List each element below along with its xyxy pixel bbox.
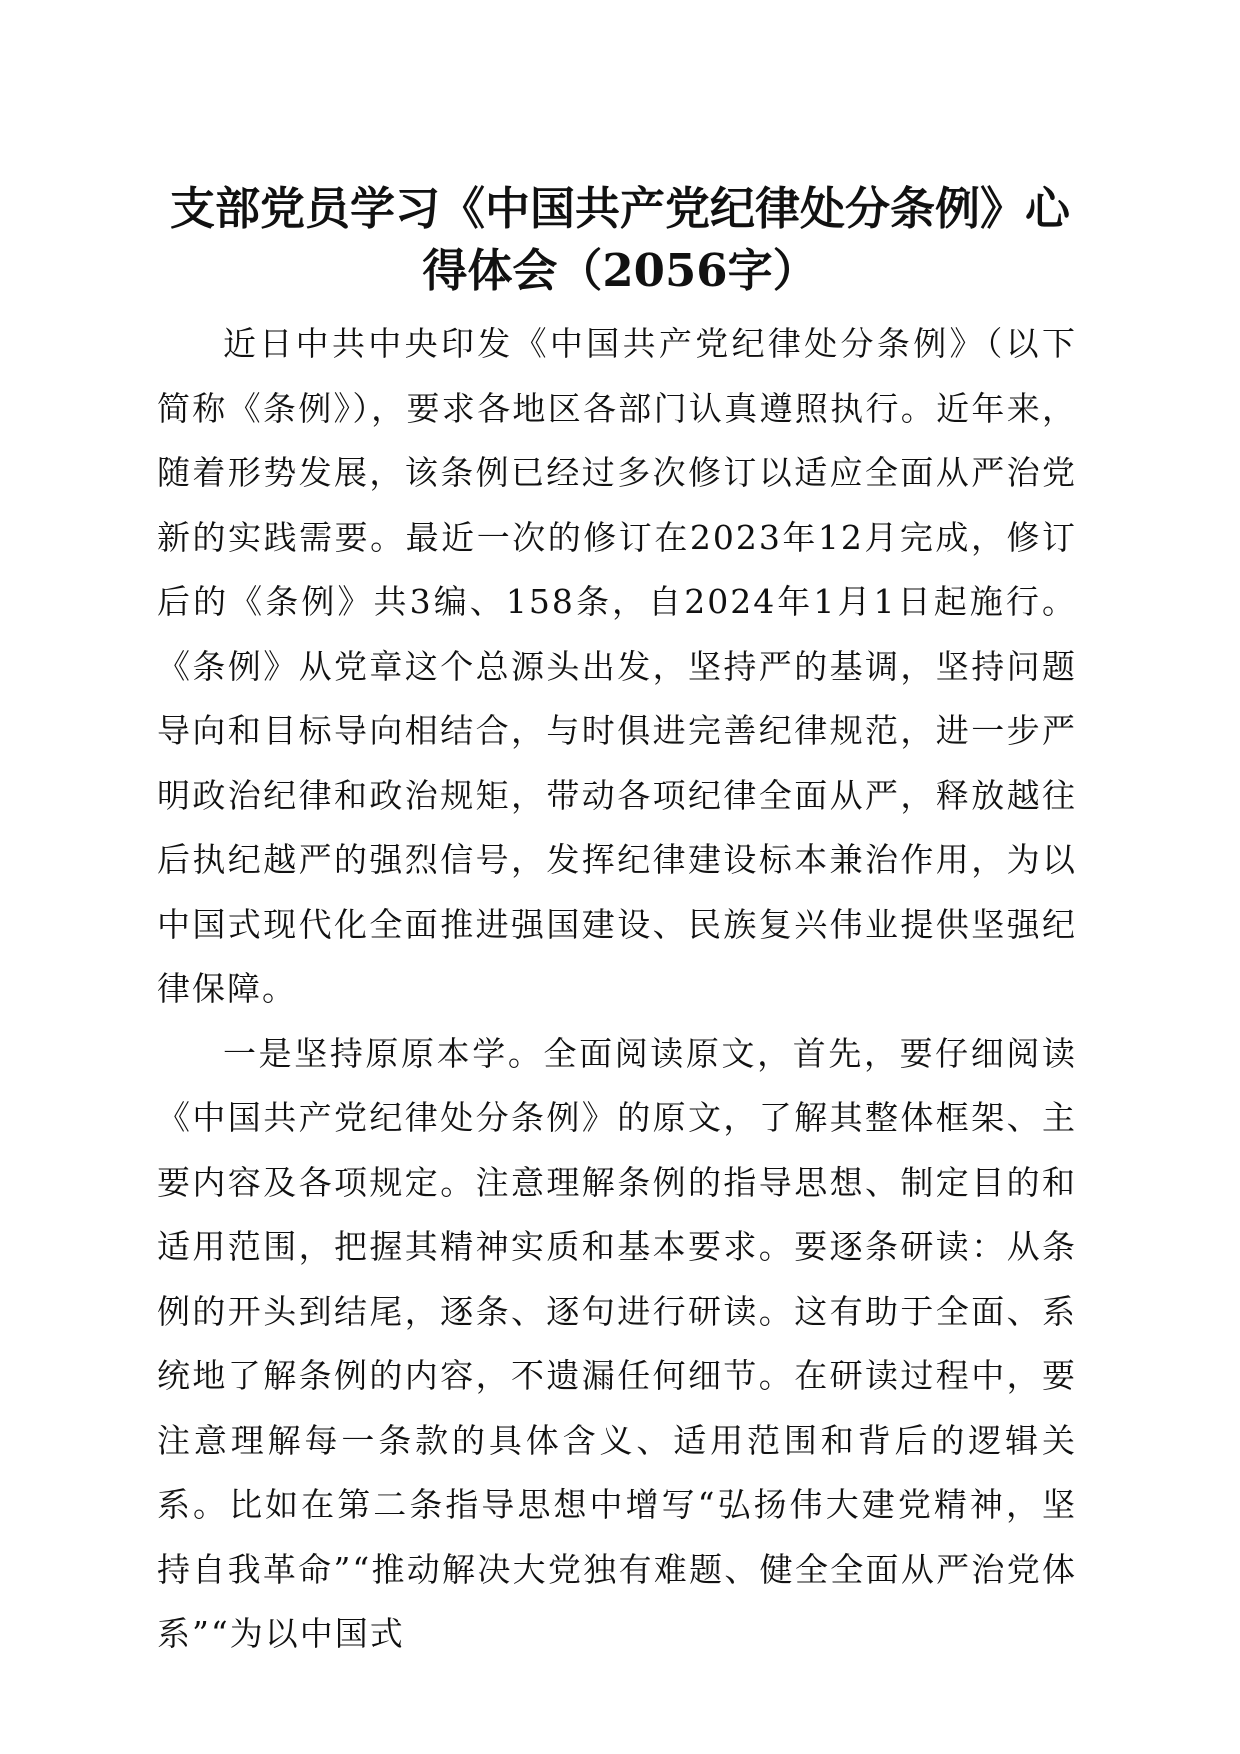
paragraph: 近日中共中央印发《中国共产党纪律处分条例》（以下简称《条例》），要求各地区各部门认真遵照执行。近年来，随着形势发展，该条例已经过多次修订以适应全面从严治党新的实践需要。最近一次的修订在2023年12月完成，修订后的《条例》共3编、158条，自2024年1月1日起施行。《条例》从党章这个总源头出发，坚持严的基调，坚持问题导向和目标导向相结合，与时俱进完善纪律规范，进一步严明政治纪律和政治规矩，带动各项纪律全面从严，释放越往后执纪越严的强烈信号，发挥纪律建设标本兼治作用，为以中国式现代化全面推进强国建设、民族复兴伟业提供坚强纪律保障。 [157, 324, 1077, 1008]
document-title: 支部党员学习《中国共产党纪律处分条例》心得体会（2056字） [169, 182, 1070, 297]
document-body [157, 312, 1077, 1667]
paragraph: 一是坚持原原本学。全面阅读原文，首先，要仔细阅读《中国共产党纪律处分条例》的原文，了解其整体框架、主要内容及各项规定。注意理解条例的指导思想、制定目的和适用范围，把握其精神实质和基本要求。要逐条研读：从条例的开头到结尾，逐条、逐句进行研读。这有助于全面、系统地了解条例的内容，不遗漏任何细节。在研读过程中，要注意理解每一条款的具体含义、适用范围和背后的逻辑关系。比如在第二条指导思想中增写“弘扬伟大建党精神，坚持自我革命”“推动解决大党独有难题、健全全面从严治党体系”“为以中国式 [157, 1033, 1077, 1653]
